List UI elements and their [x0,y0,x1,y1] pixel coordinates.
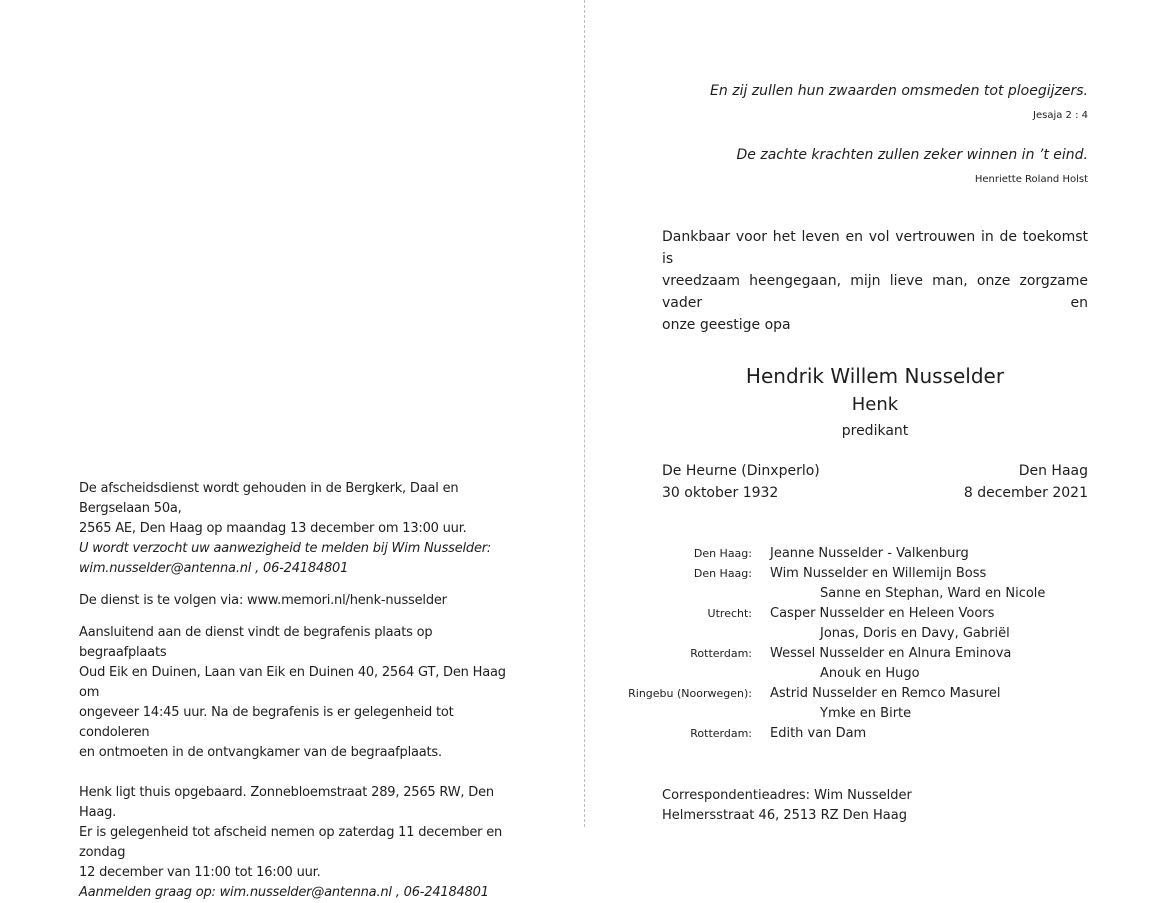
birth-date: 30 oktober 1932 [662,485,779,501]
death-info [964,460,1088,504]
death-place: Den Haag [1018,463,1088,479]
correspondence [662,786,1088,826]
quote-text: De zachte krachten zullen zeker winnen in ’t eind. [736,147,1088,163]
intro-line: onze geestige opa [662,317,791,333]
family-place: Rotterdam: [690,647,752,660]
intro-line: Dankbaar voor het leven en vol vertrouwen in de toekomst is [662,229,1088,267]
family-grandchildren: Sanne en Stephan, Ward en Nicole [820,586,1046,601]
family-place: Ringebu (Noorwegen): [628,687,752,700]
family-names: Wim Nusselder en Willemijn Boss [770,566,987,581]
family-grandchildren: Ymke en Birte [820,706,912,721]
viewing-line: Er is gelegenheid tot afscheid nemen op zaterdag 11 december en zondag [79,825,503,860]
life-dates [662,460,1088,504]
burial-line: Oud Eik en Duinen, Laan van Eik en Duinen 40, 2564 GT, Den Haag om [79,665,506,700]
family-place: Den Haag: [693,567,752,580]
fold-line [584,0,585,827]
burial-line: en ontmoeten in de ontvangkamer van de begraafplaats. [79,745,442,760]
burial-info [79,623,519,763]
family-row [602,604,1088,624]
birth-place: De Heurne (Dinxperlo) [662,463,820,479]
viewing-contact: Aanmelden graag op: wim.nusselder@antenna.nl , 06-24184801 [79,885,489,900]
family-list [602,544,1088,744]
family-grandchildren: Jonas, Doris en Davy, Gabriël [820,626,1010,641]
correspondence-name: Correspondentieadres: Wim Nusselder [662,788,912,803]
deceased-role: predikant [841,423,909,439]
birth-info [662,460,820,504]
family-grandchildren: Anouk en Hugo [820,666,920,681]
quote-source: Jesaja 2 : 4 [1033,110,1088,121]
intro-line: vreedzaam heengegaan, mijn lieve man, onze zorgzame vader en [662,273,1088,311]
correspondence-address: Helmersstraat 46, 2513 RZ Den Haag [662,808,907,823]
intro-text [662,226,1088,336]
family-names: Casper Nusselder en Heleen Voors [770,606,995,621]
family-names: Edith van Dam [770,726,867,741]
family-place: Den Haag: [693,547,752,560]
family-row [602,644,1088,664]
right-page [628,80,1088,826]
left-page [79,479,519,903]
burial-line: ongeveer 14:45 uur. Na de begrafenis is er gelegenheid tot condoleren [79,705,454,740]
stream-info: De dienst is te volgen via: www.memori.nl/henk-nusselder [79,593,447,608]
service-line: De afscheidsdienst wordt gehouden in de Bergkerk, Daal en Bergselaan 50a, [79,481,459,516]
family-row [602,544,1088,564]
viewing-line: Henk ligt thuis opgebaard. Zonnebloemstraat 289, 2565 RW, Den Haag. [79,785,494,820]
service-note: U wordt verzocht uw aanwezigheid te melden bij Wim Nusselder: [79,541,492,556]
family-place: Rotterdam: [690,727,752,740]
family-row [602,684,1088,704]
family-row [602,564,1088,584]
quote-source: Henriette Roland Holst [974,174,1088,185]
quote-1 [662,80,1088,124]
family-names: Wessel Nusselder en Alnura Eminova [770,646,1012,661]
service-line: 2565 AE, Den Haag op maandag 13 december om 13:00 uur. [79,521,467,536]
death-date: 8 december 2021 [963,485,1088,501]
service-contact: wim.nusselder@antenna.nl , 06-24184801 [79,561,349,576]
deceased-name: Hendrik Willem Nusselder [745,364,1005,388]
family-row [602,724,1088,744]
quote-2 [662,144,1088,188]
family-place: Utrecht: [707,607,752,620]
family-names: Jeanne Nusselder - Valkenburg [770,546,969,561]
family-names: Astrid Nusselder en Remco Masurel [770,686,1001,701]
service-info [79,479,519,579]
burial-line: Aansluitend aan de dienst vindt de begrafenis plaats op begraafplaats [79,625,433,660]
quote-text: En zij zullen hun zwaarden omsmeden tot ploegijzers. [710,83,1088,99]
viewing-info [79,783,519,903]
deceased-nickname: Henk [851,394,899,415]
viewing-line: 12 december van 11:00 tot 16:00 uur. [79,865,321,880]
